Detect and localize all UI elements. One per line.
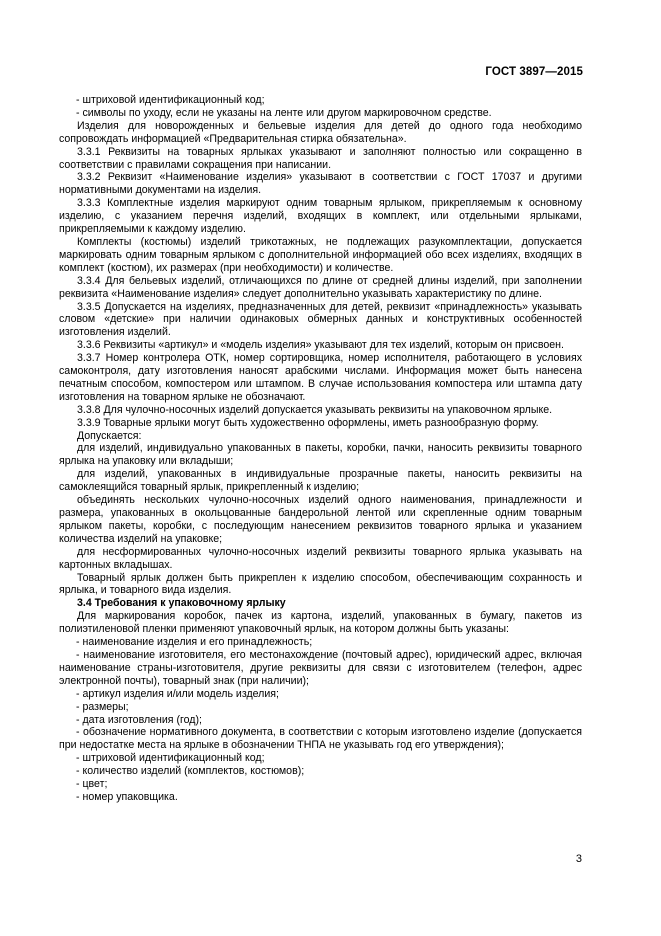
clause-3-3-6: 3.3.6 Реквизиты «артикул» и «модель изделия» указывают для тех изделий, которым он присвоен. [77, 339, 564, 352]
list-item: - наименование изделия и его принадлежность; [76, 636, 313, 649]
paragraph: для изделий, упакованных в индивидуальные прозрачные пакеты, наносить реквизиты на самоклеящийся товарный ярлык, прикрепленный к изделию; [59, 468, 582, 494]
clause-3-3-7: 3.3.7 Номер контролера ОТК, номер сортировщика, номер исполнителя, работающего в условиях самоконтроля, дату изготовления наносят арабскими числами. Информация может быть нанесена печатным способом, компостером или штампом. В случае использования компостера или штампа дату изготовления на товарном ярлыке не обозначают. [59, 352, 582, 403]
list-item: - штриховой идентификационный код; [76, 752, 265, 765]
list-item: - штриховой идентификационный код; [76, 94, 265, 106]
list-item: - дата изготовления (год); [76, 713, 202, 726]
body-text [59, 94, 582, 804]
list-item: - обозначение нормативного документа, в соответствии с которым изготовлено изделие (допускается при недостатке места на ярлыке в обозначении ТНПА не указывать год его утверждения); [59, 726, 582, 752]
page-number: 3 [575, 853, 582, 865]
paragraph: Изделия для новорожденных и бельевые изделия для детей до одного года необходимо сопровождать информацией «Предварительная стирка обязательна». [59, 119, 582, 145]
clause-3-3-8: 3.3.8 Для чулочно-носочных изделий допускается указывать реквизиты на упаковочном ярлыке. [77, 403, 553, 416]
list-item: - размеры; [76, 700, 129, 713]
list-item: - артикул изделия и/или модель изделия; [76, 687, 279, 700]
list-item: - цвет; [76, 778, 108, 791]
clause-3-3-3: 3.3.3 Комплектные изделия маркируют одним товарным ярлыком, прикрепляемым к основному изделию, с указанием перечня изделий, входящих в комплект, или отдельными ярлыками, прикрепляемыми к каждому изделию. [59, 197, 582, 236]
standard-header: ГОСТ 3897—2015 [485, 66, 583, 78]
clause-3-3-1: 3.3.1 Реквизиты на товарных ярлыках указывают и заполняют полностью или сокращенно в соответствии с правилами сокращения при написании. [59, 145, 582, 171]
clause-3-3-4: 3.3.4 Для бельевых изделий, отличающихся по длине от средней длины изделий, при заполнении реквизита «Наименование изделия» следует дополнительно указывать характеристику по длине. [59, 274, 582, 300]
clause-3-3-5: 3.3.5 Допускается на изделиях, предназначенных для детей, реквизит «принадлежность» указывать словом «детские» при наличии одинаковых обмерных данных и конструктивных особенностей изготовления изделий. [59, 300, 582, 339]
paragraph: объединять нескольких чулочно-носочных изделий одного наименования, принадлежности и размера, упакованных в окольцованные бандерольной лентой или скрепленные одним товарным ярлыком пакеты, коробки, с последующим нанесением реквизитов товарного ярлыка и указанием количества изделий на упаковке; [59, 494, 582, 545]
paragraph: Для маркирования коробок, пачек из картона, изделий, упакованных в бумагу, пакетов из полиэтиленовой пленки применяют упаковочный ярлык, на котором должны быть указаны: [59, 610, 582, 636]
paragraph: Комплекты (костюмы) изделий трикотажных, не подлежащих разукомплектации, допускается маркировать одним товарным ярлыком с дополнительной информацией обо всех изделиях, входящих в комплект (костюм), их размерах (при необходимости) и количестве. [59, 235, 582, 274]
list-item: - наименование изготовителя, его местонахождение (почтовый адрес), юридический адрес, включая наименование страны-изготовителя, другие реквизиты для связи с изготовителем (телефон, адрес электронной почты), товарный знак (при наличии); [59, 648, 582, 687]
paragraph: Допускается: [77, 429, 142, 442]
list-item: - количество изделий (комплектов, костюмов); [76, 765, 305, 778]
list-item: - символы по уходу, если не указаны на ленте или другом маркировочном средстве. [76, 106, 492, 119]
section-heading-3-4: 3.4 Требования к упаковочному ярлыку [77, 597, 286, 610]
paragraph: для изделий, индивидуально упакованных в пакеты, коробки, пачки, наносить реквизиты товарного ярлыка на упаковку или вкладыши; [59, 442, 582, 468]
paragraph: для несформированных чулочно-носочных изделий реквизиты товарного ярлыка указывать на картонных вкладышах. [59, 545, 582, 571]
clause-3-3-2: 3.3.2 Реквизит «Наименование изделия» указывают в соответствии с ГОСТ 17037 и другими нормативными документами на изделия. [59, 171, 582, 197]
clause-3-3-9: 3.3.9 Товарные ярлыки могут быть художественно оформлены, иметь разнообразную форму. [77, 416, 539, 429]
paragraph: Товарный ярлык должен быть прикреплен к изделию способом, обеспечивающим сохранность и ярлыка, и товарного вида изделия. [59, 571, 582, 597]
list-item: - номер упаковщика. [76, 790, 178, 803]
